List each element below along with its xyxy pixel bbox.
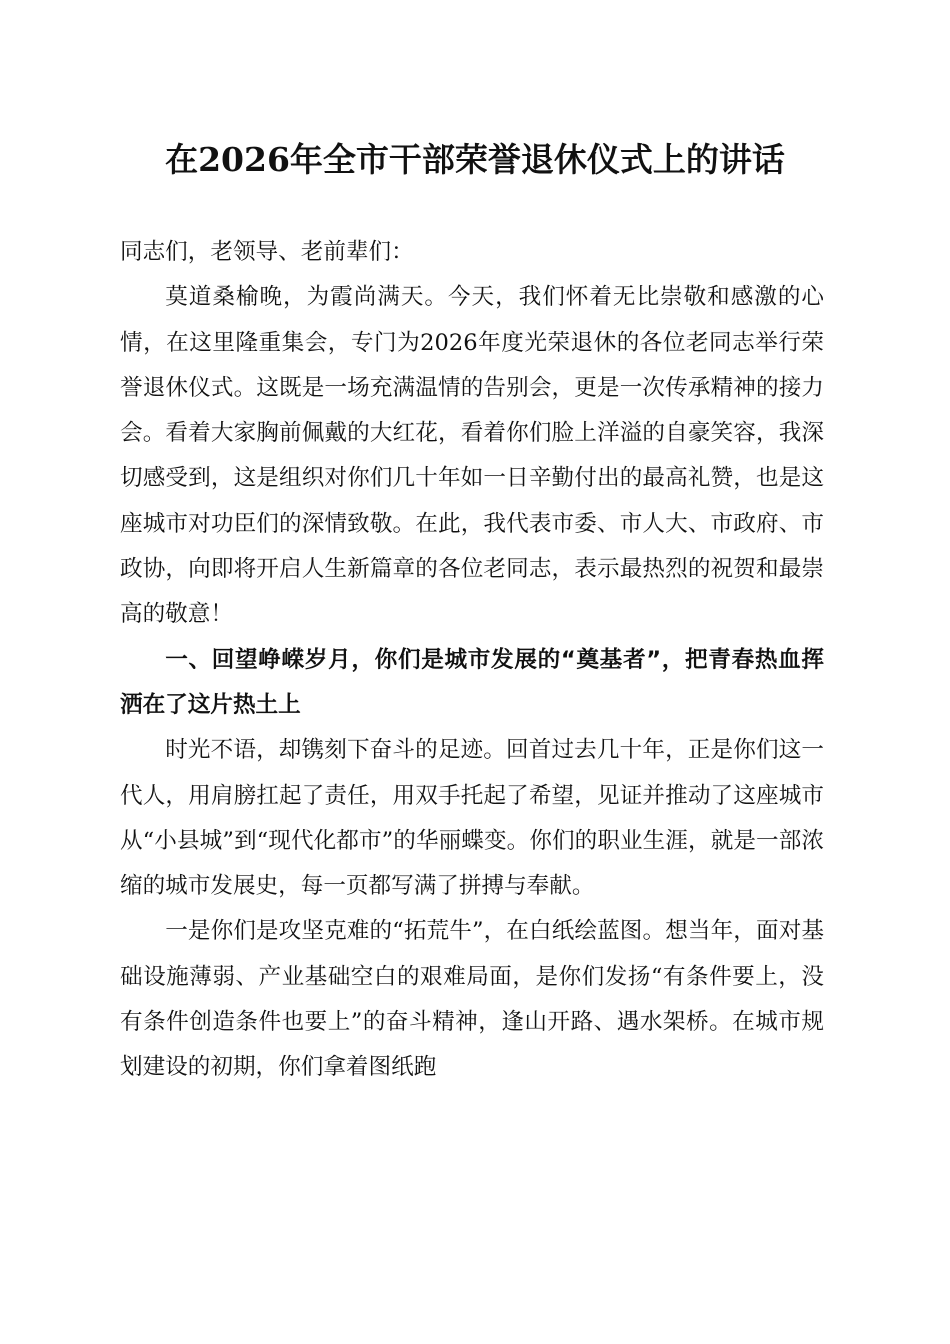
- paragraph-intro: 莫道桑榆晚，为霞尚满天。今天，我们怀着无比崇敬和感激的心情，在这里隆重集会，专门为2026年度光荣退休的各位老同志举行荣誉退休仪式。这既是一场充满温情的告别会，更是一次传承精神的接力会。看着大家胸前佩戴的大红花，看着你们脸上洋溢的自豪笑容，我深切感受到，这是组织对你们几十年如一日辛勤付出的最高礼赞，也是这座城市对功臣们的深情致敬。在此，我代表市委、市人大、市政府、市政协，向即将开启人生新篇章的各位老同志，表示最热烈的祝贺和最崇高的敬意！: [120, 284, 824, 628]
- page-title: 在2026年全市干部荣誉退休仪式上的讲话: [165, 140, 785, 179]
- paragraph-point-1: [120, 909, 824, 1090]
- paragraph-review: 时光不语，却镌刻下奋斗的足迹。回首过去几十年，正是你们这一代人，用肩膀扛起了责任，用双手托起了希望，见证并推动了这座城市从“小县城”到“现代化都市”的华丽蝶变。你们的职业生涯，就是一部浓缩的城市发展史，每一页都写满了拼搏与奉献。: [120, 737, 824, 900]
- point-1-lead: 一是你们是攻坚克难的“拓荒牛”，在白纸绘蓝图。: [165, 918, 666, 945]
- salutation: 同志们，老领导、老前辈们：: [120, 239, 414, 265]
- document-body: [120, 230, 824, 1091]
- point-1-text: 想当年，面对基础设施薄弱、产业基础空白的艰难局面，是你们发扬“有条件要上，没有条件创造条件也要上”的奋斗精神，逢山开路、遇水架桥。在城市规划建设的初期，你们拿着图纸跑: [120, 918, 824, 1081]
- section-heading-1: 一、回望峥嵘岁月，你们是城市发展的“奠基者”，把青春热血挥洒在了这片热土上: [120, 646, 824, 718]
